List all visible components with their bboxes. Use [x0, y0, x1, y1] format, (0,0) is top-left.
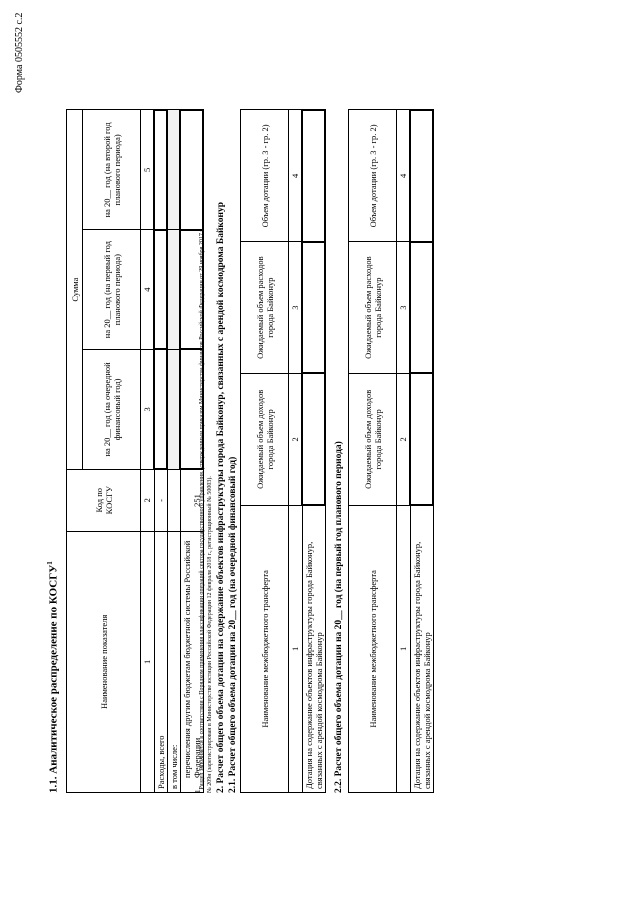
header-transfer-name: Наименование межбюджетного трансферта: [349, 505, 397, 792]
colnum-5: 5: [141, 110, 155, 230]
kosgu-table: [66, 109, 204, 793]
colnum-3: 3: [141, 350, 155, 470]
section-2-title: 2. Расчет общего объема дотации на содержание объектов инфраструктуры города Байконур, связанных с арендой космодрома Байконур: [216, 201, 226, 793]
row-including-name: в том числе:: [167, 531, 180, 792]
row-subsidy-name: Дотация на содержание объектов инфраструктуры города Байконур, связанных с арендой космодрома Байконур: [410, 505, 433, 792]
header-kosgu: Код по КОСГУ: [67, 469, 141, 531]
header-volume: Объем дотации (гр. 3 - гр. 2): [349, 110, 397, 242]
header-transfer-name: Наименование межбюджетного трансферта: [241, 505, 289, 792]
header-income: Ожидаемый объем доходов города Байконур: [241, 373, 289, 505]
colnum-4: 4: [141, 230, 155, 350]
row-including-year-2-cell: [167, 230, 180, 350]
row-subsidy-name: Дотация на содержание объектов инфраструктуры города Байконур, связанных с арендой космодрома Байконур: [302, 505, 325, 792]
row-including-year-1-cell: [167, 350, 180, 470]
subsidy-table-2-2: [348, 109, 434, 793]
colnum-2: 2: [397, 373, 411, 505]
row-total-name: Расходы, всего: [154, 531, 167, 792]
footnote-line-2: № 209н (зарегистрирован в Министерстве юстиции Российской Федерации 12 февраля 2018 г., регистрационный № 50003).: [206, 476, 213, 793]
row-subsidy-income-cell[interactable]: [410, 373, 433, 505]
row-including-year-3-cell: [167, 110, 180, 230]
header-year-2: на 20__ год (на первый год планового периода): [83, 230, 141, 350]
row-total-year-1-cell[interactable]: [154, 350, 167, 470]
colnum-4: 4: [289, 110, 303, 242]
row-subsidy-income-cell[interactable]: [302, 373, 325, 505]
form-code: Форма 0505552 с.2: [14, 12, 25, 93]
row-subsidy-expense-cell[interactable]: [302, 242, 325, 374]
section-2-2-title: 2.2. Расчет общего объема дотации на 20__ год (на первый год планового периода): [334, 441, 344, 793]
footnote: [194, 103, 215, 793]
header-name: Наименование показателя: [67, 531, 141, 792]
header-income: Ожидаемый объем доходов города Байконур: [349, 373, 397, 505]
row-transfers-name: перечисления другим бюджетам бюджетной системы Российской Федерации: [180, 531, 203, 792]
row-transfers-code: 251: [180, 469, 203, 531]
header-volume: Объем дотации (гр. 3 - гр. 2): [241, 110, 289, 242]
colnum-3: 3: [289, 242, 303, 374]
footnote-marker: 1: [46, 561, 54, 565]
row-subsidy-volume-cell[interactable]: [302, 110, 325, 242]
colnum-1: 1: [141, 531, 155, 792]
row-subsidy-volume-cell[interactable]: [410, 110, 433, 242]
subsidy-table-2-1: [240, 109, 326, 793]
colnum-1: 1: [289, 505, 303, 792]
footnote-line-1: $^1$Раздел заполняется в соответствии с Порядком применения классификации операций сектора государственного управления, утвержденным приказом Министерства финансов Российской Федерации от 29 ноября 2017 г.: [194, 228, 205, 793]
section-2-1-title: 2.1. Расчет общего объема дотации на 20__ год (на очередной финансовый год): [228, 456, 238, 793]
row-total-year-3-cell[interactable]: [154, 110, 167, 230]
row-total-code: -: [154, 469, 167, 531]
colnum-2: 2: [141, 469, 155, 531]
header-year-3: на 20__ год (на второй год планового периода): [83, 110, 141, 230]
colnum-4: 4: [397, 110, 411, 242]
header-year-1: на 20__ год (на очередной финансовый год): [83, 350, 141, 470]
header-expense: Ожидаемый объем расходов города Байконур: [349, 242, 397, 374]
colnum-3: 3: [397, 242, 411, 374]
row-subsidy-expense-cell[interactable]: [410, 242, 433, 374]
section-1-1-title: 1.1. Аналитическое распределение по КОСГУ$^1$: [46, 561, 60, 793]
colnum-2: 2: [289, 373, 303, 505]
row-total-year-2-cell[interactable]: [154, 230, 167, 350]
header-expense: Ожидаемый объем расходов города Байконур: [241, 242, 289, 374]
header-sum: Сумма: [67, 110, 83, 469]
row-including-code: [167, 469, 180, 531]
colnum-1: 1: [397, 505, 411, 792]
